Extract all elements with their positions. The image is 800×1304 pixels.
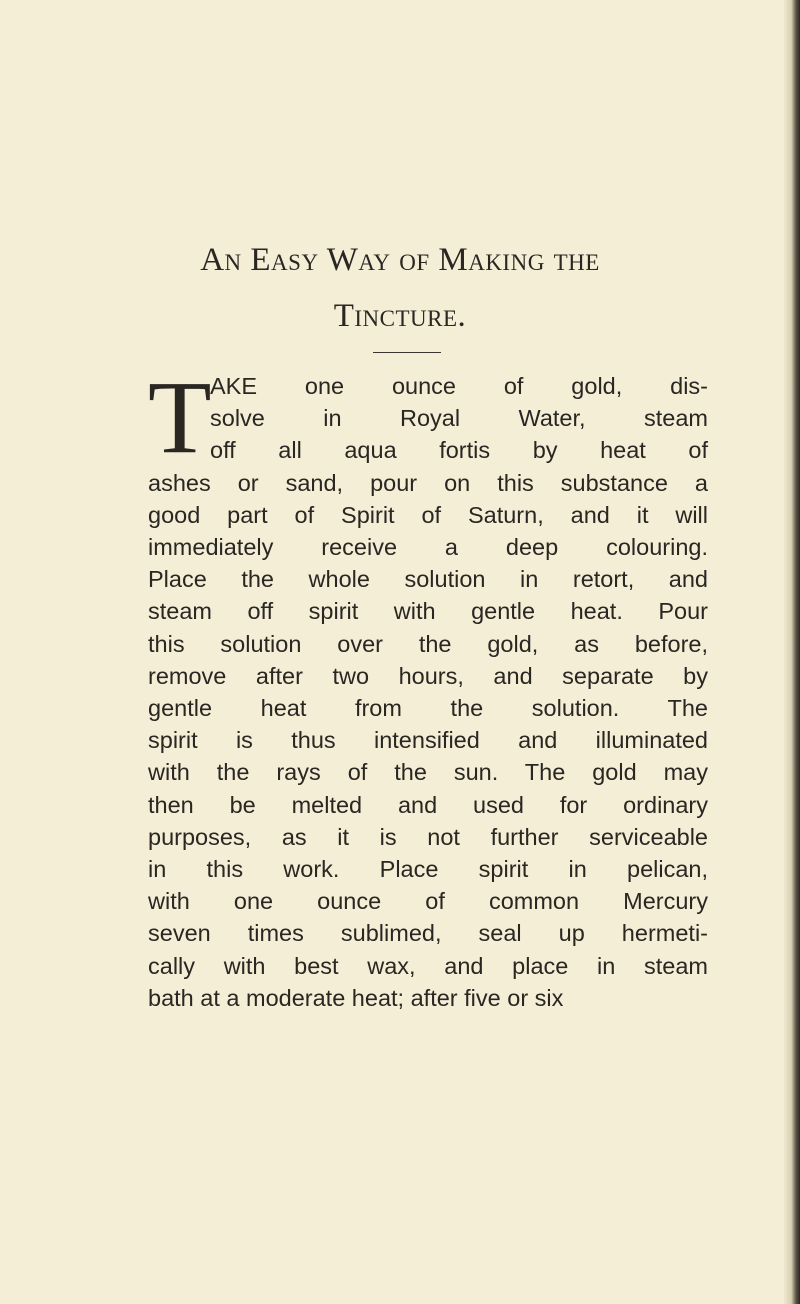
chapter-title-line-2: Tincture. [333, 298, 467, 334]
text-line: steam off spirit with gentle heat. Pour [148, 598, 708, 625]
text-line: spirit is thus intensified and illuminated [148, 727, 708, 754]
chapter-title-line-1: An Easy Way of Making the [200, 242, 600, 278]
text-line: ashes or sand, pour on this substance a [148, 469, 708, 496]
text-line: seven times sublimed, seal up hermeti- [148, 920, 708, 947]
text-line: Place the whole solution in retort, and [148, 566, 708, 593]
text-line: immediately receive a deep colouring. [148, 534, 708, 561]
text-line: then be melted and used for ordinary [148, 791, 708, 818]
title-divider-rule [373, 352, 441, 353]
text-line: with the rays of the sun. The gold may [148, 759, 708, 786]
chapter-title [0, 232, 800, 344]
page-edge-shadow [784, 0, 800, 1304]
text-line: gentle heat from the solution. The [148, 695, 708, 722]
text-line: cally with best wax, and place in steam [148, 952, 708, 979]
body-paragraph [148, 360, 708, 1014]
drop-cap: T [148, 360, 212, 475]
text-line: bath at a moderate heat; after five or six [148, 984, 564, 1011]
text-line: purposes, as it is not further serviceable [148, 823, 708, 850]
text-line: with one ounce of common Mercury [148, 888, 708, 915]
text-line: solve in Royal Water, steam [210, 405, 708, 432]
text-line: this solution over the gold, as before, [148, 630, 708, 657]
text-line: off all aqua fortis by heat of [210, 437, 708, 464]
text-line: remove after two hours, and separate by [148, 662, 708, 689]
text-line: in this work. Place spirit in pelican, [148, 856, 708, 883]
text-line: AKE one ounce of gold, dis- [210, 373, 708, 399]
text-line: good part of Spirit of Saturn, and it will [148, 501, 708, 528]
